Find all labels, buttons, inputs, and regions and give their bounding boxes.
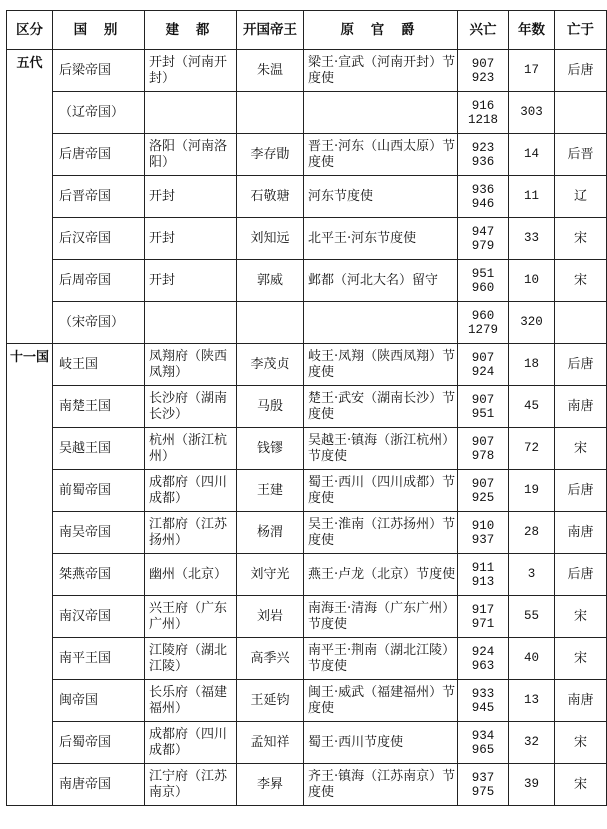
title-cell: 岐王·凤翔（陕西凤翔）节度使 bbox=[304, 344, 458, 386]
fell-to-cell: 后唐 bbox=[555, 470, 607, 512]
state-cell: 南楚王国 bbox=[53, 386, 145, 428]
years-cell: 923 936 bbox=[458, 134, 509, 176]
years-cell: 907 924 bbox=[458, 344, 509, 386]
capital-cell bbox=[145, 302, 237, 344]
count-cell: 72 bbox=[509, 428, 555, 470]
founder-cell: 王建 bbox=[237, 470, 304, 512]
founder-cell: 李茂贞 bbox=[237, 344, 304, 386]
years-cell: 924 963 bbox=[458, 638, 509, 680]
header-state: 国 别 bbox=[53, 11, 145, 50]
title-cell bbox=[304, 92, 458, 134]
capital-cell bbox=[145, 92, 237, 134]
founder-cell: 钱镠 bbox=[237, 428, 304, 470]
count-cell: 17 bbox=[509, 50, 555, 92]
fell-to-cell: 宋 bbox=[555, 638, 607, 680]
title-cell: 河东节度使 bbox=[304, 176, 458, 218]
count-cell: 11 bbox=[509, 176, 555, 218]
capital-cell: 江陵府（湖北江陵） bbox=[145, 638, 237, 680]
fell-to-cell: 后晋 bbox=[555, 134, 607, 176]
fell-to-cell: 南唐 bbox=[555, 386, 607, 428]
table-row bbox=[7, 722, 607, 764]
state-cell: 闽帝国 bbox=[53, 680, 145, 722]
years-cell: 907 978 bbox=[458, 428, 509, 470]
count-cell: 40 bbox=[509, 638, 555, 680]
founder-cell: 刘守光 bbox=[237, 554, 304, 596]
state-cell: 前蜀帝国 bbox=[53, 470, 145, 512]
capital-cell: 凤翔府（陕西凤翔） bbox=[145, 344, 237, 386]
years-cell: 916 1218 bbox=[458, 92, 509, 134]
fell-to-cell: 宋 bbox=[555, 596, 607, 638]
fell-to-cell: 宋 bbox=[555, 428, 607, 470]
capital-cell: 兴王府（广东广州） bbox=[145, 596, 237, 638]
title-cell: 邺都（河北大名）留守 bbox=[304, 260, 458, 302]
count-cell: 19 bbox=[509, 470, 555, 512]
years-cell: 933 945 bbox=[458, 680, 509, 722]
fell-to-cell: 宋 bbox=[555, 218, 607, 260]
years-cell: 907 951 bbox=[458, 386, 509, 428]
header-title: 原 官 爵 bbox=[304, 11, 458, 50]
state-cell: （宋帝国） bbox=[53, 302, 145, 344]
table-row bbox=[7, 596, 607, 638]
table-row bbox=[7, 218, 607, 260]
founder-cell bbox=[237, 92, 304, 134]
table-row bbox=[7, 50, 607, 92]
title-cell: 晋王·河东（山西太原）节度使 bbox=[304, 134, 458, 176]
founder-cell: 刘知远 bbox=[237, 218, 304, 260]
title-cell: 吴王·淮南（江苏扬州）节度使 bbox=[304, 512, 458, 554]
capital-cell: 洛阳（河南洛阳） bbox=[145, 134, 237, 176]
fell-to-cell: 辽 bbox=[555, 176, 607, 218]
capital-cell: 成都府（四川成都） bbox=[145, 722, 237, 764]
state-cell: 南汉帝国 bbox=[53, 596, 145, 638]
table-row bbox=[7, 134, 607, 176]
table-row bbox=[7, 176, 607, 218]
fell-to-cell: 宋 bbox=[555, 260, 607, 302]
fell-to-cell: 宋 bbox=[555, 722, 607, 764]
table-row bbox=[7, 92, 607, 134]
capital-cell: 开封 bbox=[145, 218, 237, 260]
count-cell: 14 bbox=[509, 134, 555, 176]
fell-to-cell: 南唐 bbox=[555, 680, 607, 722]
founder-cell: 高季兴 bbox=[237, 638, 304, 680]
founder-cell: 朱温 bbox=[237, 50, 304, 92]
table-row bbox=[7, 638, 607, 680]
header-capital: 建 都 bbox=[145, 11, 237, 50]
years-cell: 907 925 bbox=[458, 470, 509, 512]
founder-cell: 王延钧 bbox=[237, 680, 304, 722]
state-cell: 后周帝国 bbox=[53, 260, 145, 302]
state-cell: （辽帝国） bbox=[53, 92, 145, 134]
state-cell: 后唐帝国 bbox=[53, 134, 145, 176]
title-cell: 蜀王·西川（四川成都）节度使 bbox=[304, 470, 458, 512]
fell-to-cell bbox=[555, 302, 607, 344]
table-row bbox=[7, 512, 607, 554]
header-founder: 开国帝王 bbox=[237, 11, 304, 50]
founder-cell: 李存勖 bbox=[237, 134, 304, 176]
title-cell: 梁王·宣武（河南开封）节度使 bbox=[304, 50, 458, 92]
capital-cell: 开封 bbox=[145, 176, 237, 218]
capital-cell: 长沙府（湖南长沙） bbox=[145, 386, 237, 428]
fell-to-cell: 后唐 bbox=[555, 50, 607, 92]
capital-cell: 开封 bbox=[145, 260, 237, 302]
years-cell: 936 946 bbox=[458, 176, 509, 218]
state-cell: 桀燕帝国 bbox=[53, 554, 145, 596]
capital-cell: 幽州（北京） bbox=[145, 554, 237, 596]
title-cell: 闽王·威武（福建福州）节度使 bbox=[304, 680, 458, 722]
title-cell: 齐王·镇海（江苏南京）节度使 bbox=[304, 764, 458, 806]
region-eleven-states: 十一国 bbox=[7, 344, 53, 806]
years-cell: 960 1279 bbox=[458, 302, 509, 344]
header-region: 区分 bbox=[7, 11, 53, 50]
header-fell-to: 亡于 bbox=[555, 11, 607, 50]
founder-cell: 孟知祥 bbox=[237, 722, 304, 764]
header-row bbox=[7, 11, 607, 50]
count-cell: 32 bbox=[509, 722, 555, 764]
header-years: 兴亡 bbox=[458, 11, 509, 50]
fell-to-cell: 后唐 bbox=[555, 554, 607, 596]
table-row bbox=[7, 344, 607, 386]
count-cell: 45 bbox=[509, 386, 555, 428]
state-cell: 后汉帝国 bbox=[53, 218, 145, 260]
count-cell: 55 bbox=[509, 596, 555, 638]
region-five-dynasties: 五代 bbox=[7, 50, 53, 344]
fell-to-cell: 宋 bbox=[555, 764, 607, 806]
dynasty-table bbox=[6, 10, 607, 806]
founder-cell: 马殷 bbox=[237, 386, 304, 428]
count-cell: 320 bbox=[509, 302, 555, 344]
capital-cell: 杭州（浙江杭州） bbox=[145, 428, 237, 470]
state-cell: 南唐帝国 bbox=[53, 764, 145, 806]
years-cell: 907 923 bbox=[458, 50, 509, 92]
title-cell bbox=[304, 302, 458, 344]
years-cell: 910 937 bbox=[458, 512, 509, 554]
years-cell: 937 975 bbox=[458, 764, 509, 806]
founder-cell: 石敬瑭 bbox=[237, 176, 304, 218]
count-cell: 33 bbox=[509, 218, 555, 260]
years-cell: 947 979 bbox=[458, 218, 509, 260]
header-count: 年数 bbox=[509, 11, 555, 50]
years-cell: 951 960 bbox=[458, 260, 509, 302]
founder-cell: 刘岩 bbox=[237, 596, 304, 638]
table-row bbox=[7, 764, 607, 806]
title-cell: 楚王·武安（湖南长沙）节度使 bbox=[304, 386, 458, 428]
fell-to-cell bbox=[555, 92, 607, 134]
table-row bbox=[7, 428, 607, 470]
count-cell: 13 bbox=[509, 680, 555, 722]
capital-cell: 江宁府（江苏南京） bbox=[145, 764, 237, 806]
title-cell: 蜀王·西川节度使 bbox=[304, 722, 458, 764]
capital-cell: 长乐府（福建福州） bbox=[145, 680, 237, 722]
capital-cell: 成都府（四川成都） bbox=[145, 470, 237, 512]
capital-cell: 开封（河南开封） bbox=[145, 50, 237, 92]
years-cell: 917 971 bbox=[458, 596, 509, 638]
founder-cell: 杨渭 bbox=[237, 512, 304, 554]
title-cell: 燕王·卢龙（北京）节度使 bbox=[304, 554, 458, 596]
fell-to-cell: 后唐 bbox=[555, 344, 607, 386]
count-cell: 28 bbox=[509, 512, 555, 554]
table-row bbox=[7, 554, 607, 596]
table-row bbox=[7, 470, 607, 512]
state-cell: 吴越王国 bbox=[53, 428, 145, 470]
state-cell: 南吴帝国 bbox=[53, 512, 145, 554]
table-row bbox=[7, 386, 607, 428]
title-cell: 南平王·荆南（湖北江陵）节度使 bbox=[304, 638, 458, 680]
table-row bbox=[7, 680, 607, 722]
count-cell: 10 bbox=[509, 260, 555, 302]
table-row bbox=[7, 302, 607, 344]
count-cell: 3 bbox=[509, 554, 555, 596]
table-body bbox=[7, 50, 607, 806]
count-cell: 18 bbox=[509, 344, 555, 386]
state-cell: 后蜀帝国 bbox=[53, 722, 145, 764]
count-cell: 303 bbox=[509, 92, 555, 134]
years-cell: 911 913 bbox=[458, 554, 509, 596]
table-row bbox=[7, 260, 607, 302]
founder-cell: 郭威 bbox=[237, 260, 304, 302]
title-cell: 北平王·河东节度使 bbox=[304, 218, 458, 260]
title-cell: 吴越王·镇海（浙江杭州）节度使 bbox=[304, 428, 458, 470]
title-cell: 南海王·清海（广东广州）节度使 bbox=[304, 596, 458, 638]
founder-cell: 李昪 bbox=[237, 764, 304, 806]
years-cell: 934 965 bbox=[458, 722, 509, 764]
founder-cell bbox=[237, 302, 304, 344]
state-cell: 南平王国 bbox=[53, 638, 145, 680]
state-cell: 岐王国 bbox=[53, 344, 145, 386]
state-cell: 后晋帝国 bbox=[53, 176, 145, 218]
count-cell: 39 bbox=[509, 764, 555, 806]
fell-to-cell: 南唐 bbox=[555, 512, 607, 554]
state-cell: 后梁帝国 bbox=[53, 50, 145, 92]
capital-cell: 江都府（江苏扬州） bbox=[145, 512, 237, 554]
